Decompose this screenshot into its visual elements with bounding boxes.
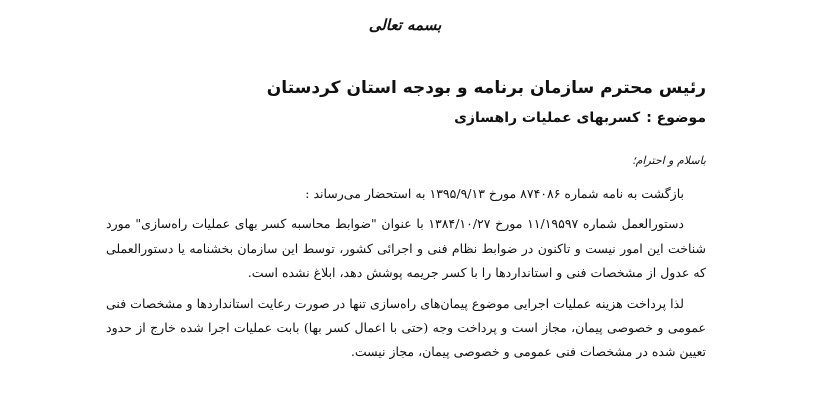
addressee-line: رئیس محترم سازمان برنامه و بودجه استان کردستان — [266, 78, 706, 98]
greeting: باسلام و احترام؛ — [632, 154, 706, 167]
letter-body — [106, 182, 706, 365]
paragraph-instruction: دستورالعمل شماره ۱۱/۱۹۵۹۷ مورخ ۱۳۸۴/۱۰/۲۷ با عنوان "ضوابط محاسبه کسر بهای عملیات راه‌سازی" مورد شناخت این امور نیست و تاکنون در ضوابط نظام فنی و اجرائی کشور، توسط این سازمان بخشنامه یا دستورالعملی که عدول از مشخصات فنی و استانداردها را با کسر جریمه پوشش دهد، ابلاغ نشده است. — [106, 216, 706, 281]
invocation-heading: بسمه تعالی — [368, 16, 442, 34]
paragraph-reference: بازگشت به نامه شماره ۸۷۴۰۸۶ مورخ ۱۳۹۵/۹/۱۳ به استحضار می‌رساند : — [305, 186, 684, 201]
subject-line — [454, 110, 706, 126]
paragraph-conclusion: لذا پرداخت هزینه عملیات اجرایی موضوع پیمان‌های راه‌سازی تنها در صورت رعایت استانداردها و مشخصات فنی عمومی و خصوصی پیمان، مجاز است و پرداخت وجه (حتی با اعمال کسر بها) بابت عملیات اجرا شده خارج از حدود تعیین شده در مشخصات فنی عمومی و خصوصی پیمان، مجاز نیست. — [106, 295, 706, 360]
subject-text: کسربهای عملیات راهسازی — [454, 110, 641, 126]
subject-label: موضوع : — [646, 110, 706, 126]
